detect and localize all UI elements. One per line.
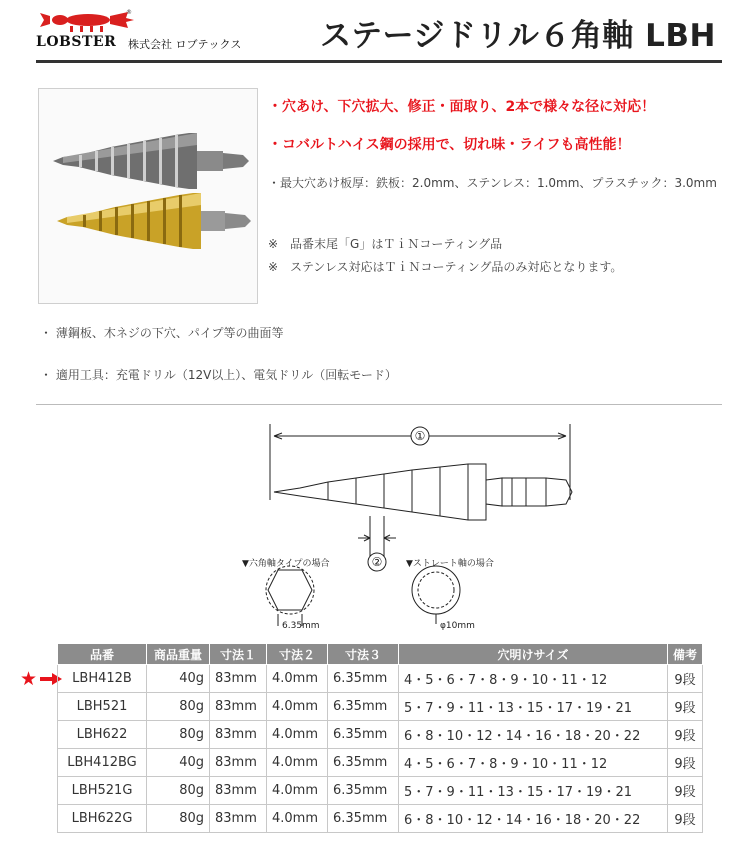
- header-divider: [36, 60, 722, 63]
- table-row: [58, 749, 703, 777]
- cell-dim3: 6.35mm: [328, 805, 399, 833]
- cell-hole-sizes: 5・7・9・11・13・15・17・19・21: [399, 777, 668, 805]
- col-header-dim2: 寸法２: [267, 644, 328, 665]
- note-coating: ※ 品番末尾「G」はＴｉＮコーティング品: [268, 237, 503, 251]
- hex-shank-label: ▼六角軸タイプの場合: [242, 559, 330, 569]
- table-header-row: [58, 644, 703, 665]
- feature-cobalt: ・コバルトハイス鋼の採用で、切れ味・ライフも高性能！: [268, 137, 631, 153]
- cell-weight: 40g: [147, 665, 210, 693]
- dimension-diagram: [240, 420, 600, 634]
- cell-dim1: 83mm: [210, 721, 267, 749]
- cell-dim3: 6.35mm: [328, 693, 399, 721]
- cell-dim2: 4.0mm: [267, 749, 328, 777]
- table-row: [58, 665, 703, 693]
- col-header-dim1: 寸法１: [210, 644, 267, 665]
- cell-remarks: 9段: [668, 777, 703, 805]
- gray-drill-icon: [53, 133, 249, 189]
- section-divider: [36, 404, 722, 405]
- cell-dim2: 4.0mm: [267, 805, 328, 833]
- col-header-remarks: 備考: [668, 644, 703, 665]
- gold-drill-icon: [57, 193, 251, 249]
- spec-table: [57, 643, 703, 833]
- hex-size-label: 6.35mm: [282, 621, 320, 631]
- cell-weight: 80g: [147, 777, 210, 805]
- cell-remarks: 9段: [668, 693, 703, 721]
- straight-shank-label: ▼ストレート軸の場合: [406, 559, 494, 569]
- straight-size-label: φ10mm: [440, 621, 475, 631]
- usage-tools: ・ 適用工具：充電ドリル（12V以上）、電気ドリル（回転モード）: [40, 368, 397, 382]
- max-thickness-spec: ・最大穴あけ板厚：鉄板：2.0mm、ステンレス：1.0mm、プラスチック：3.0mm: [268, 176, 717, 190]
- cell-hole-sizes: 6・8・10・12・14・16・18・20・22: [399, 721, 668, 749]
- cell-hole-sizes: 4・5・6・7・8・9・10・11・12: [399, 665, 668, 693]
- cell-part-no: LBH622: [58, 721, 147, 749]
- dimension-2-label: ②: [371, 555, 383, 569]
- cell-dim1: 83mm: [210, 665, 267, 693]
- table-row: [58, 805, 703, 833]
- svg-text:®: ®: [126, 9, 132, 16]
- cell-part-no: LBH412B: [58, 665, 147, 693]
- cell-dim1: 83mm: [210, 805, 267, 833]
- product-photo: [38, 88, 258, 304]
- col-header-dim3: 寸法３: [328, 644, 399, 665]
- cell-remarks: 9段: [668, 721, 703, 749]
- table-row: [58, 721, 703, 749]
- cell-dim1: 83mm: [210, 777, 267, 805]
- cell-weight: 40g: [147, 749, 210, 777]
- company-name: 株式会社 ロブテックス: [128, 38, 242, 51]
- cell-dim3: 6.35mm: [328, 721, 399, 749]
- dimension-1-label: ①: [414, 429, 426, 443]
- brand-name: LOBSTER: [36, 34, 117, 50]
- cell-remarks: 9段: [668, 805, 703, 833]
- cell-dim2: 4.0mm: [267, 777, 328, 805]
- cell-part-no: LBH622G: [58, 805, 147, 833]
- cell-hole-sizes: 6・8・10・12・14・16・18・20・22: [399, 805, 668, 833]
- step-drill-image: [39, 89, 257, 303]
- col-header-weight: 商品重量: [147, 644, 210, 665]
- cell-part-no: LBH521G: [58, 777, 147, 805]
- col-header-hole-sizes: 穴明けサイズ: [399, 644, 668, 665]
- cell-weight: 80g: [147, 693, 210, 721]
- cell-dim2: 4.0mm: [267, 665, 328, 693]
- col-header-part-no: 品番: [58, 644, 147, 665]
- cell-dim3: 6.35mm: [328, 665, 399, 693]
- cell-hole-sizes: 5・7・9・11・13・15・17・19・21: [399, 693, 668, 721]
- usage-applications: ・ 薄鋼板、木ネジの下穴、パイプ等の曲面等: [40, 326, 284, 340]
- cell-dim1: 83mm: [210, 693, 267, 721]
- table-row: [58, 777, 703, 805]
- cell-weight: 80g: [147, 805, 210, 833]
- page-title: ステージドリル６角軸 LBH: [320, 18, 716, 54]
- cell-hole-sizes: 4・5・6・7・8・9・10・11・12: [399, 749, 668, 777]
- highlight-star-icon: ★: [20, 668, 38, 690]
- cell-dim1: 83mm: [210, 749, 267, 777]
- cell-part-no: LBH521: [58, 693, 147, 721]
- note-stainless: ※ ステンレス対応はＴｉＮコーティング品のみ対応となります。: [268, 260, 623, 274]
- feature-holes: ・穴あけ、下穴拡大、修正・面取り、2本で様々な径に対応！: [268, 99, 656, 115]
- cell-dim3: 6.35mm: [328, 777, 399, 805]
- cell-remarks: 9段: [668, 665, 703, 693]
- cell-dim2: 4.0mm: [267, 721, 328, 749]
- table-row: [58, 693, 703, 721]
- cell-weight: 80g: [147, 721, 210, 749]
- cell-dim3: 6.35mm: [328, 749, 399, 777]
- cell-dim2: 4.0mm: [267, 693, 328, 721]
- cell-remarks: 9段: [668, 749, 703, 777]
- cell-part-no: LBH412BG: [58, 749, 147, 777]
